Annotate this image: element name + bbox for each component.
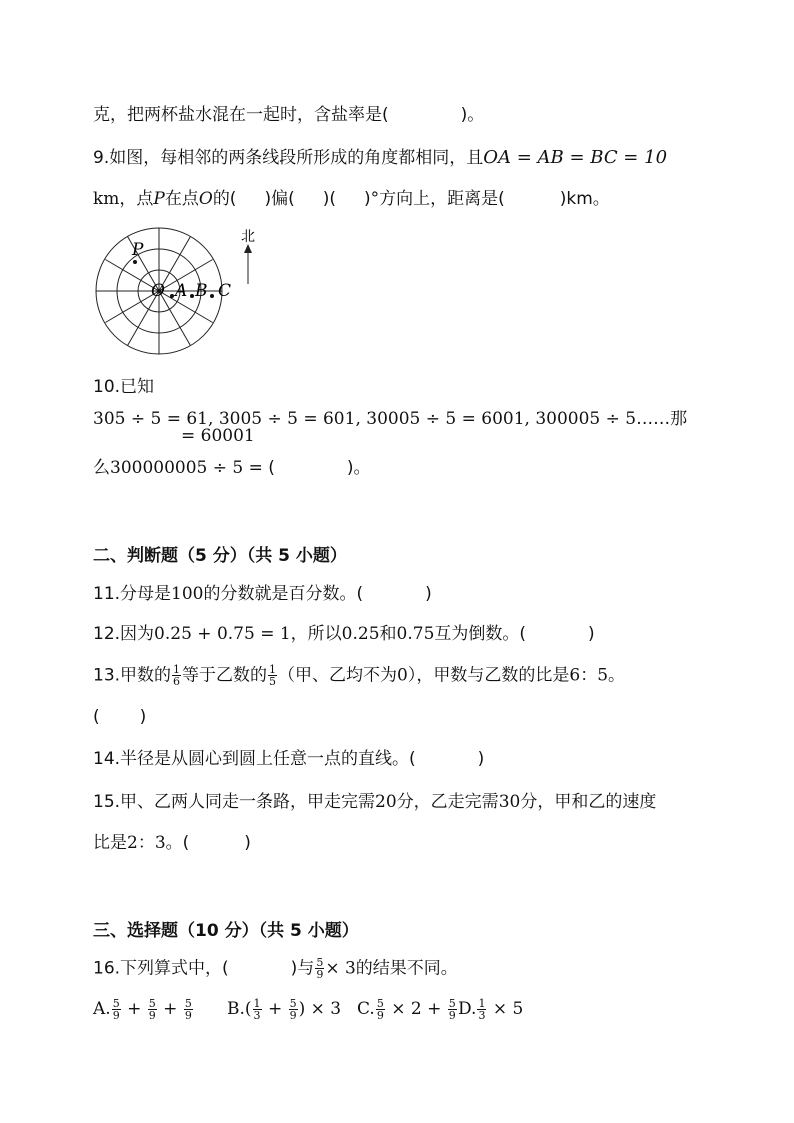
q13 (93, 664, 625, 687)
equation-1: 305 ÷ 5 = 61, (93, 409, 214, 429)
q16-text: )与 (290, 958, 315, 979)
q14-text: 14.半径是从圆心到圆上任意一点的直线。( (93, 749, 416, 769)
q16-text: 的结果不同。 (355, 958, 458, 979)
option-a-label: A. (93, 999, 111, 1019)
q12-equation: 0.25 + 0.75 = 1 (154, 624, 291, 644)
q13-number: 0 (397, 665, 408, 686)
fraction (184, 998, 193, 1021)
q12-text: ) (588, 624, 595, 644)
times-expr: × 2 + (391, 999, 442, 1019)
denominator: 9 (112, 1009, 120, 1022)
q9-equation: OA = AB = BC = 10 (483, 147, 668, 168)
polar-diagram (88, 222, 278, 362)
denominator: 3 (478, 1009, 486, 1022)
point-o: O (198, 189, 213, 209)
q10-text: 么 (93, 458, 110, 478)
option-d-label: D. (458, 999, 477, 1019)
q13-text: ( (93, 707, 100, 727)
north-label: 北 (241, 229, 255, 245)
q14-text: ) (477, 749, 485, 769)
numerator: 5 (316, 956, 324, 969)
q15-number: 20 (375, 792, 397, 812)
denominator: 9 (376, 1009, 384, 1022)
q12 (93, 623, 595, 645)
q12-text: 互为倒数。( (434, 624, 527, 644)
q8-tail (93, 104, 484, 126)
q10-text: 10.已知 (93, 377, 155, 397)
section-3-title: 三、选择题（10 分）（共 5 小题） (93, 921, 359, 941)
point-b-dot (190, 294, 194, 298)
label-o: O (151, 281, 165, 301)
option-b[interactable] (227, 998, 341, 1021)
q16-times: × 3 (325, 958, 356, 979)
option-c[interactable] (357, 998, 458, 1021)
equation-3: 30005 ÷ 5 = 6001, (366, 409, 530, 429)
q11-text: 的分数就是百分数。( (203, 584, 364, 604)
q9-text: )偏( (264, 189, 295, 209)
q10-equation: 300000005 ÷ 5 = (110, 458, 263, 478)
plus-sign: + (163, 999, 178, 1019)
q13-line2 (93, 706, 146, 728)
q15-line2 (93, 832, 251, 854)
fraction (315, 957, 324, 980)
fraction (148, 998, 157, 1021)
fraction (477, 998, 486, 1021)
q11-number: 100 (171, 584, 204, 604)
point-p: P (153, 189, 165, 209)
q10-tail: ……那 (636, 409, 688, 429)
q13-text: 13.甲数的 (93, 665, 172, 686)
q9-text: )km。 (559, 189, 610, 209)
label-c: C (218, 281, 232, 301)
q13-text: ) (139, 707, 147, 727)
q12-text: 12.因为 (93, 624, 155, 644)
denominator: 9 (448, 1009, 456, 1022)
numerator: 5 (448, 997, 456, 1010)
fraction (448, 998, 457, 1021)
label-b: B (195, 281, 208, 301)
q12-number: 0.75 (396, 624, 435, 644)
denominator: 9 (184, 1009, 192, 1022)
q11-text: 11.分母是 (93, 584, 172, 604)
q13-ratio: 6：5 (569, 665, 609, 686)
km-unit: km (93, 189, 120, 209)
q15-text: 。( (165, 833, 190, 853)
fraction (112, 998, 121, 1021)
q13-text: 。 (608, 665, 626, 686)
q10-line3 (93, 457, 371, 479)
q15-text: ) (244, 833, 251, 853)
q15-line1 (93, 791, 656, 813)
numerator: 5 (289, 997, 297, 1010)
fraction (268, 664, 277, 687)
times-expr: × 5 (492, 999, 524, 1019)
q9-text: 9.如图，每相邻的两条线段所形成的角度都相同，且 (93, 148, 484, 168)
numerator: 1 (269, 663, 277, 676)
north-arrow-icon (244, 244, 252, 253)
q11-text: ) (425, 584, 432, 604)
q16 (93, 957, 458, 980)
q12-number: 0.25 (341, 624, 380, 644)
q10-text: )。 (346, 458, 371, 478)
point-c-dot (210, 294, 214, 298)
numerator: 5 (376, 997, 384, 1010)
option-c-label: C. (357, 999, 375, 1019)
fraction (289, 998, 298, 1021)
point-p-dot (133, 260, 137, 264)
denominator: 6 (173, 675, 181, 688)
option-a[interactable] (93, 998, 194, 1021)
numerator: 5 (112, 997, 120, 1010)
label-p: P (132, 240, 144, 260)
q10-text: ( (268, 458, 275, 478)
q15-text: 分，乙走完需 (396, 792, 499, 812)
fraction (376, 998, 385, 1021)
option-d[interactable] (458, 998, 523, 1021)
q16-text: 16.下列算式中，( (93, 958, 229, 979)
q13-text: 等于乙数的 (182, 665, 268, 686)
fraction (172, 664, 181, 687)
q10-line2b (181, 425, 255, 447)
equation-4-result: = 60001 (181, 426, 255, 446)
label-a: A (175, 281, 188, 301)
plus-sign: + (127, 999, 142, 1019)
paren-close: ) (298, 999, 306, 1019)
q9-text: 的( (212, 189, 237, 209)
section-2-title: 二、判断题（5 分）（共 5 小题） (93, 546, 347, 566)
q11 (93, 583, 432, 605)
q15-text: 比是 (93, 833, 127, 853)
q13-text: （甲、乙均不为 (278, 665, 398, 686)
q9-text: 在点 (164, 189, 199, 209)
equation-2: 3005 ÷ 5 = 601, (218, 409, 361, 429)
q8-text: 克，把两杯盐水混在一起时，含盐率是( (93, 105, 389, 125)
option-b-label: B. (227, 999, 245, 1019)
numerator: 5 (148, 997, 156, 1010)
q15-text: 分，甲和乙的速度 (520, 792, 657, 812)
q9-line1 (93, 147, 667, 169)
q9-line2 (93, 188, 610, 210)
q8-text-end: )。 (460, 105, 485, 125)
q10-line1 (93, 376, 154, 398)
numerator: 1 (173, 663, 181, 676)
denominator: 9 (289, 1009, 297, 1022)
q12-text: ，所以 (290, 624, 342, 644)
numerator: 1 (478, 997, 486, 1010)
q9-text: ，点 (119, 189, 154, 209)
q15-number: 30 (498, 792, 521, 812)
times-expr: × 3 (310, 999, 342, 1019)
q15-ratio: 2：3 (127, 833, 166, 853)
denominator: 3 (253, 1009, 261, 1022)
paren-open: ( (244, 999, 252, 1019)
numerator: 5 (184, 997, 192, 1010)
fraction (253, 998, 262, 1021)
q12-text: 和 (379, 624, 397, 644)
plus-sign: + (267, 999, 283, 1019)
equation-4: 300005 ÷ 5 (535, 409, 637, 429)
q15-text: 15.甲、乙两人同走一条路，甲走完需 (93, 792, 376, 812)
point-a-dot (170, 294, 174, 298)
q9-text: )( (322, 189, 336, 209)
q9-text: )°方向上，距离是( (363, 189, 505, 209)
denominator: 5 (269, 675, 277, 688)
denominator: 9 (148, 1009, 156, 1022)
denominator: 9 (316, 968, 324, 981)
q13-text: ），甲数与乙数的比是 (407, 665, 570, 686)
q14 (93, 748, 484, 770)
numerator: 1 (253, 997, 261, 1010)
